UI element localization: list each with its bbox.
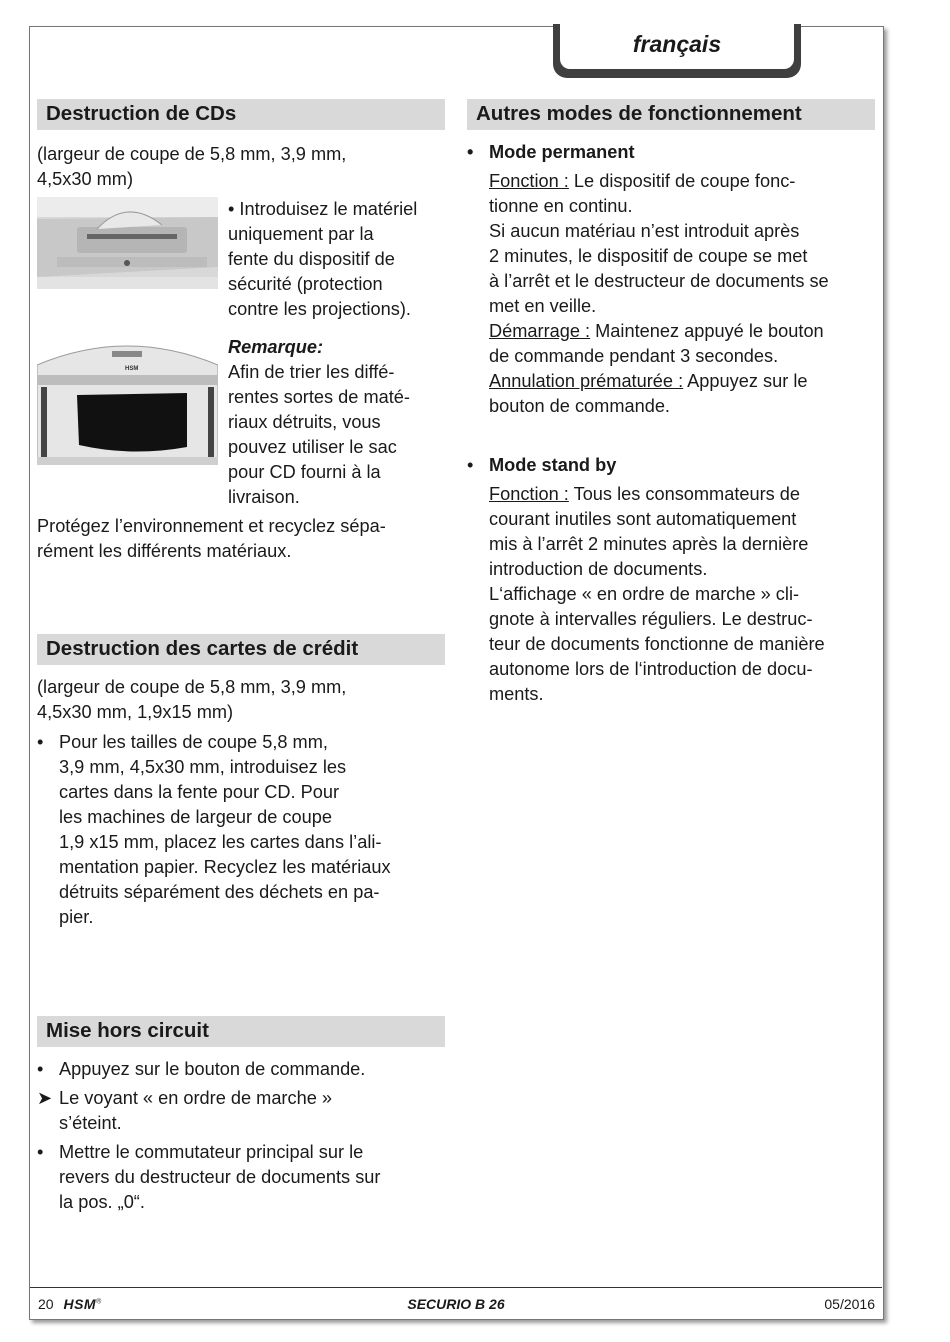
arrow-icon: ➤	[37, 1088, 53, 1108]
cards-line: détruits séparément des déchets en pa-	[59, 882, 380, 902]
cards-cut-widths-1: (largeur de coupe de 5,8 mm, 3,9 mm,	[37, 677, 347, 697]
off-item-3	[37, 1140, 445, 1215]
bullet-mark: •	[467, 142, 474, 162]
section-title-off: Mise hors circuit	[37, 1016, 445, 1047]
mode-line: met en veille.	[489, 296, 597, 316]
section-title-cards: Destruction des cartes de crédit	[37, 634, 445, 665]
cards-line: 1,9 x15 mm, placez les cartes dans l’ali-	[59, 832, 382, 852]
cd-intro-line: contre les projections).	[228, 299, 411, 319]
note-title: Remarque:	[228, 337, 324, 357]
mode-line: mis à l’arrêt 2 minutes après la dernière	[489, 534, 809, 554]
cards-line: 3,9 mm, 4,5x30 mm, introduisez les	[59, 757, 347, 777]
mode-permanent	[467, 140, 875, 419]
fonction-text: Le dispositif de coupe fonc-	[568, 171, 796, 191]
page-number: 20	[38, 1296, 54, 1312]
fonction-text: Tous les consommateurs de	[568, 484, 801, 504]
start-text: Maintenez appuyé le bouton	[590, 321, 824, 341]
footer-date: 05/2016	[824, 1296, 875, 1312]
off-item-text: Appuyez sur le bouton de commande.	[59, 1059, 366, 1079]
cards-line: mentation papier. Recyclez les matériaux	[59, 857, 391, 877]
cancel-text: Appuyez sur le	[683, 371, 808, 391]
off-item-text: Le voyant « en ordre de marche »	[59, 1088, 332, 1108]
mode-line: teur de documents fonctionne de manière	[489, 634, 825, 654]
cd-intro-line: sécurité (protection	[228, 274, 383, 294]
mode-line: 2 minutes, le dispositif de coupe se met	[489, 246, 808, 266]
language-label: français	[560, 24, 794, 69]
mode-line: L‘affichage « en ordre de marche » cli-	[489, 584, 800, 604]
section-title-cd: Destruction de CDs	[37, 99, 445, 130]
cd-intro-line: uniquement par la	[228, 224, 374, 244]
cards-bullet	[37, 730, 445, 930]
cd-cut-widths-2: 4,5x30 mm)	[37, 169, 134, 189]
mode-line: tionne en continu.	[489, 196, 633, 216]
mode-line: à l’arrêt et le destructeur de documents se	[489, 271, 829, 291]
image-brand-logo: HSM	[125, 366, 139, 372]
start-text-2: de commande pendant 3 secondes.	[489, 346, 779, 366]
mode-line: autonome lors de l‘introduction de docu-	[489, 659, 813, 679]
registered-mark: ®	[96, 1298, 102, 1306]
note-line: livraison.	[228, 487, 300, 507]
start-label: Démarrage :	[489, 321, 591, 341]
off-item-text: revers du destructeur de documents sur	[59, 1167, 381, 1187]
off-item-1	[37, 1057, 445, 1082]
mode-line: gnote à intervalles réguliers. Le destruc-	[489, 609, 813, 629]
note-line: riaux détruits, vous	[228, 412, 381, 432]
off-item-text: s’éteint.	[59, 1113, 122, 1133]
mode-title: Mode permanent	[489, 142, 635, 162]
fonction-label: Fonction :	[489, 484, 569, 504]
off-item-2	[37, 1086, 445, 1136]
cd-bullet: • Introduisez le matériel	[228, 199, 418, 219]
bullet-mark: •	[37, 1142, 44, 1162]
off-item-text: Mettre le commutateur principal sur le	[59, 1142, 364, 1162]
note-line: pouvez utiliser le sac	[228, 437, 397, 457]
note-line: rentes sortes de maté-	[228, 387, 410, 407]
mode-line: introduction de documents.	[489, 559, 708, 579]
footer-rule	[30, 1287, 882, 1288]
brand-logo: HSM	[63, 1296, 97, 1312]
cards-cut-widths-2: 4,5x30 mm, 1,9x15 mm)	[37, 702, 234, 722]
note-line: Afin de trier les diffé-	[228, 362, 395, 382]
bullet-mark: •	[37, 1059, 44, 1079]
right-column	[467, 99, 875, 707]
cards-line: cartes dans la fente pour CD. Pour	[59, 782, 340, 802]
cd-slot-image	[37, 197, 218, 322]
footer-model: SECURIO B 26	[407, 1296, 505, 1312]
mode-standby	[467, 453, 875, 707]
note-line: pour CD fourni à la	[228, 462, 381, 482]
bullet-mark: •	[467, 455, 474, 475]
mode-title: Mode stand by	[489, 455, 617, 475]
mode-line: Si aucun matériau n’est introduit après	[489, 221, 800, 241]
environment-line: Protégez l’environnement et recyclez sépa-	[37, 516, 386, 536]
fonction-label: Fonction :	[489, 171, 569, 191]
mode-line: courant inutiles sont automatiquement	[489, 509, 797, 529]
off-item-text: la pos. „0“.	[59, 1192, 145, 1212]
cd-cut-widths-1: (largeur de coupe de 5,8 mm, 3,9 mm,	[37, 144, 347, 164]
left-column	[37, 99, 445, 1215]
bullet-mark: •	[37, 732, 44, 752]
cd-intro-line: fente du dispositif de	[228, 249, 395, 269]
cards-line: les machines de largeur de coupe	[59, 807, 332, 827]
cancel-label: Annulation prématurée :	[489, 371, 684, 391]
mode-line: ments.	[489, 684, 544, 704]
environment-line: rément les différents matériaux.	[37, 541, 292, 561]
cancel-text-2: bouton de commande.	[489, 396, 670, 416]
section-title-modes: Autres modes de fonctionnement	[467, 99, 875, 130]
shredder-cd-bag-image	[37, 335, 218, 510]
cards-line: Pour les tailles de coupe 5,8 mm,	[59, 732, 328, 752]
cards-line: pier.	[59, 907, 94, 927]
